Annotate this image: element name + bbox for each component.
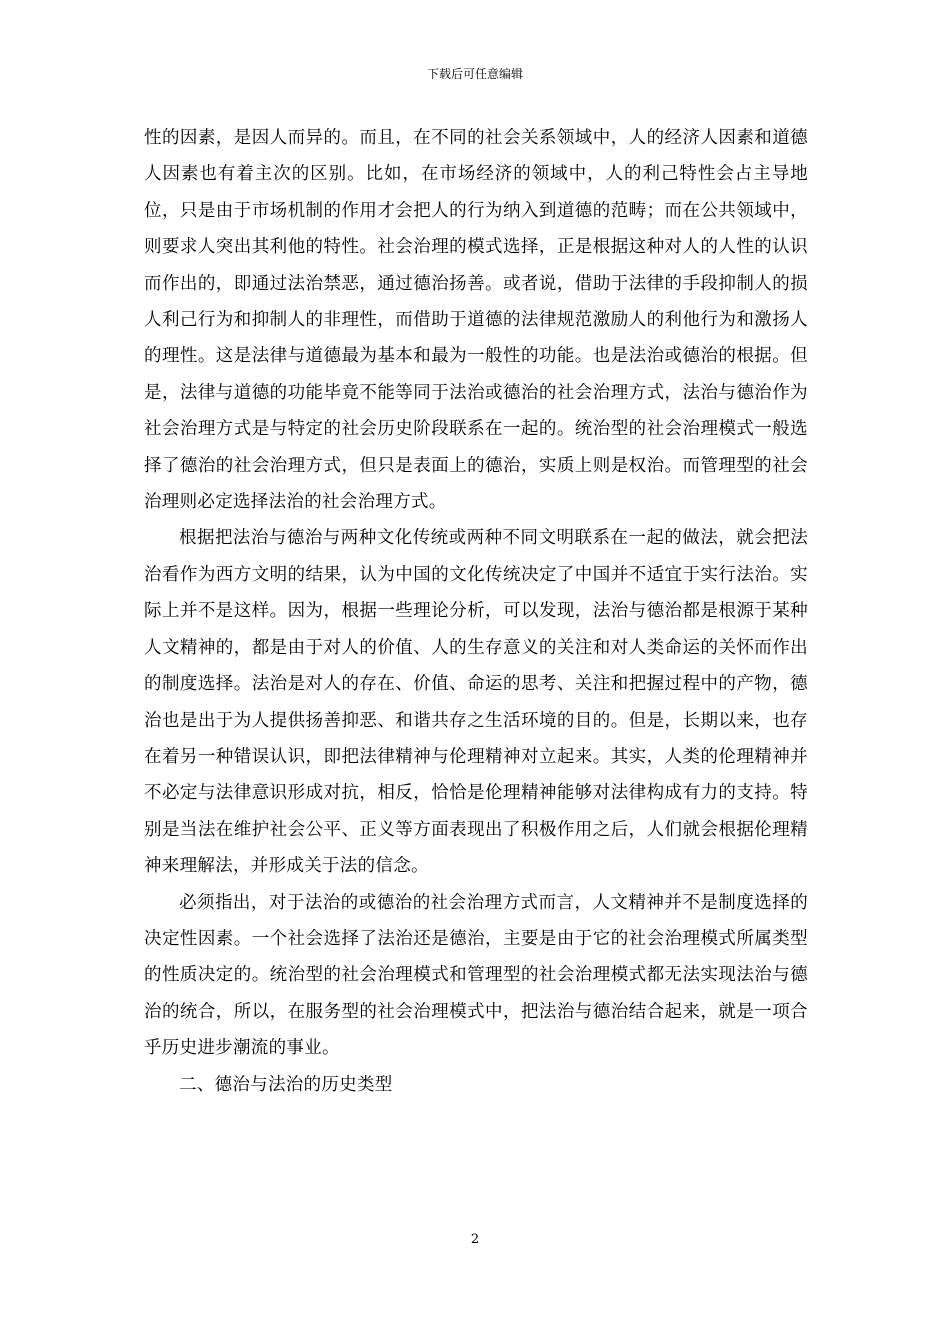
- paragraph-continuation: 性的因素，是因人而异的。而且，在不同的社会关系领域中，人的经济人因素和道德人因素也有着主次的区别。比如，在市场经济的领域中，人的利己特性会占主导地位，只是由于市场机制的作用才会把人的行为纳入到道德的范畴；而在公共领域中，则要求人突出其利他的特性。社会治理的模式选择，正是根据这种对人的人性的认识而作出的，即通过法治禁恶，通过德治扬善。或者说，借助于法律的手段抑制人的损人利己行为和抑制人的非理性，而借助于道德的法律规范激励人的利他行为和激扬人的理性。这是法律与道德最为基本和最为一般性的功能。也是法治或德治的根据。但是，法律与道德的功能毕竟不能等同于法治或德治的社会治理方式，法治与德治作为社会治理方式是与特定的社会历史阶段联系在一起的。统治型的社会治理模式一般选择了德治的社会治理方式，但只是表面上的德治，实质上则是权治。而管理型的社会治理则必定选择法治的社会治理方式。: [144, 128, 808, 513]
- page-number: 2: [470, 1232, 480, 1247]
- paragraph: 根据把法治与德治与两种文化传统或两种不同文明联系在一起的做法，就会把法治看作为西方文明的结果，认为中国的文化传统决定了中国并不适宜于实行法治。实际上并不是这样。因为，根据一些理论分析，可以发现，法治与德治都是根源于某种人文精神的，都是由于对人的价值、人的生存意义的关注和对人类命运的关怀而作出的制度选择。法治是对人的存在、价值、命运的思考、关注和把握过程中的产物，德治也是出于为人提供扬善抑恶、和谐共存之生活环境的目的。但是，长期以来，也存在着另一种错误认识，即把法律精神与伦理精神对立起来。其实，人类的伦理精神并不必定与法律意识形成对抗，相反，恰恰是伦理精神能够对法律构成有力的支持。特别是当法在维护社会公平、正义等方面表现出了积极作用之后，人们就会根据伦理精神来理解法，并形成关于法的信念。: [144, 528, 808, 877]
- section-heading: 二、德治与法治的历史类型: [179, 1074, 393, 1095]
- page-header: 下载后可任意编辑: [426, 67, 523, 81]
- document-body: [144, 120, 808, 1103]
- paragraph: 必须指出，对于法治的或德治的社会治理方式而言，人文精神并不是制度选择的决定性因素。一个社会选择了法治还是德治，主要是由于它的社会治理模式所属类型的性质决定的。统治型的社会治理模式和管理型的社会治理模式都无法实现法治与德治的统合，所以，在服务型的社会治理模式中，把法治与德治结合起来，就是一项合乎历史进步潮流的事业。: [144, 892, 808, 1059]
